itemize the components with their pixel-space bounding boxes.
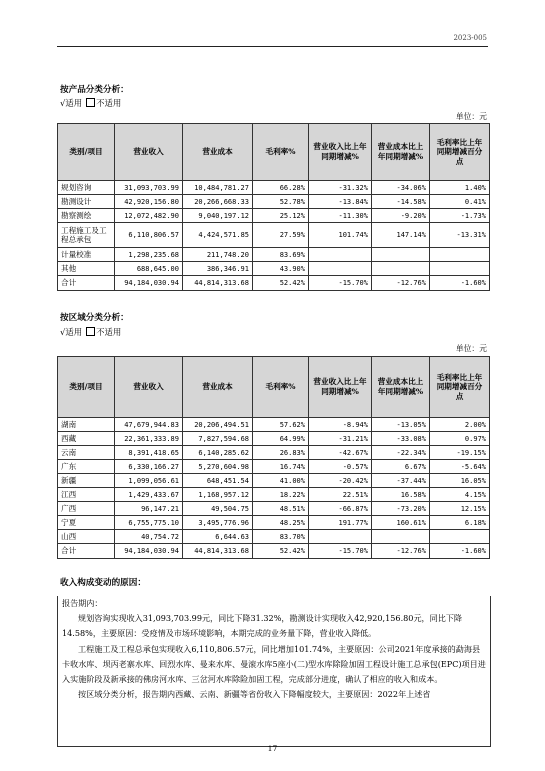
document-code: 2023-005 <box>453 34 487 42</box>
row-label-cell: 计量校准 <box>58 248 115 262</box>
table-row <box>58 530 490 544</box>
value-cell: 5,270,604.98 <box>183 460 253 474</box>
region-unit-label: 单位：元 <box>455 344 487 353</box>
value-cell: 8,391,418.65 <box>115 446 183 460</box>
row-label-cell: 勘测设计 <box>58 195 115 209</box>
value-cell: -13.84% <box>309 195 372 209</box>
value-cell: -13.31% <box>430 223 490 248</box>
table-row <box>58 460 490 474</box>
reasons-paragraph: 规划咨询实现收入31,093,703.99元，同比下降31.32%，勘测设计实现收入42,920,156.80元，同比下降14.58%，主要原因：受疫情及市场环境影响，本期完成的业务量下降，营业收入降低。 <box>62 613 463 639</box>
column-header: 毛利率% <box>253 357 309 418</box>
value-cell: -73.20% <box>372 502 430 516</box>
row-label-cell: 勘察测绘 <box>58 209 115 223</box>
row-label-cell: 规划咨询 <box>58 181 115 195</box>
reasons-text-box <box>57 596 491 747</box>
region-section-title: 按区域分类分析： <box>60 313 129 323</box>
value-cell: 96,147.21 <box>115 502 183 516</box>
row-label-cell: 合计 <box>58 276 115 291</box>
row-label-cell: 广东 <box>58 460 115 474</box>
table-row <box>58 276 490 291</box>
value-cell: -19.15% <box>430 446 490 460</box>
value-cell: 57.62% <box>253 418 309 432</box>
product-unit-label: 单位：元 <box>455 112 487 121</box>
table-row <box>58 209 490 223</box>
value-cell: 18.22% <box>253 488 309 502</box>
value-cell: -1.73% <box>430 209 490 223</box>
value-cell: -8.94% <box>309 418 372 432</box>
value-cell: 7,827,594.68 <box>183 432 253 446</box>
value-cell: 211,748.20 <box>183 248 253 262</box>
applicable-label: 适用 <box>65 98 83 108</box>
value-cell: -15.70% <box>309 544 372 559</box>
value-cell: 1.40% <box>430 181 490 195</box>
value-cell: 26.83% <box>253 446 309 460</box>
table-row <box>58 262 490 276</box>
table-row <box>58 195 490 209</box>
check-icon: √ <box>60 98 66 108</box>
value-cell: 16.74% <box>253 460 309 474</box>
row-label-cell: 新疆 <box>58 474 115 488</box>
page-number: 17 <box>267 744 278 753</box>
column-header: 营业成本比上年同期增减% <box>372 124 430 181</box>
value-cell: 10,484,781.27 <box>183 181 253 195</box>
region-applicability <box>60 326 121 338</box>
value-cell: 4,424,571.85 <box>183 223 253 248</box>
value-cell: -0.57% <box>309 460 372 474</box>
table-row <box>58 544 490 559</box>
value-cell: 6,755,775.10 <box>115 516 183 530</box>
table-header-row <box>58 357 490 418</box>
value-cell: 48.51% <box>253 502 309 516</box>
column-header: 毛利率比上年同期增减百分点 <box>430 357 490 418</box>
value-cell <box>372 530 430 544</box>
row-label-cell: 山西 <box>58 530 115 544</box>
row-label-cell: 广西 <box>58 502 115 516</box>
value-cell: -33.08% <box>372 432 430 446</box>
value-cell: 40,754.72 <box>115 530 183 544</box>
value-cell: 22.51% <box>309 488 372 502</box>
value-cell: 3,495,776.96 <box>183 516 253 530</box>
reasons-paragraph: 按区域分类分析，报告期内西藏、云南、新疆等省份收入下降幅度较大，主要原因：2022年上述省 <box>78 689 431 700</box>
value-cell: -22.34% <box>372 446 430 460</box>
table-row <box>58 223 490 248</box>
value-cell: 0.97% <box>430 432 490 446</box>
value-cell: 6,330,166.27 <box>115 460 183 474</box>
value-cell: 1,298,235.68 <box>115 248 183 262</box>
check-icon: √ <box>60 327 66 337</box>
value-cell: 9,040,197.12 <box>183 209 253 223</box>
value-cell: 12,072,482.90 <box>115 209 183 223</box>
table-row <box>58 181 490 195</box>
table-row <box>58 502 490 516</box>
value-cell: 66.28% <box>253 181 309 195</box>
value-cell: 160.61% <box>372 516 430 530</box>
value-cell: 43.90% <box>253 262 309 276</box>
value-cell: 12.15% <box>430 502 490 516</box>
value-cell: 147.14% <box>372 223 430 248</box>
product-analysis-table <box>57 123 490 291</box>
value-cell: -1.60% <box>430 276 490 291</box>
value-cell: 83.70% <box>253 530 309 544</box>
column-header: 营业收入 <box>115 124 183 181</box>
value-cell: 22,361,333.89 <box>115 432 183 446</box>
value-cell: -11.30% <box>309 209 372 223</box>
value-cell: 49,504.75 <box>183 502 253 516</box>
value-cell: -13.05% <box>372 418 430 432</box>
table-row <box>58 516 490 530</box>
table-header-row <box>58 124 490 181</box>
value-cell: 688,645.00 <box>115 262 183 276</box>
value-cell: 31,093,703.99 <box>115 181 183 195</box>
value-cell: 52.42% <box>253 544 309 559</box>
value-cell: 191.77% <box>309 516 372 530</box>
value-cell: 52.42% <box>253 276 309 291</box>
value-cell: 2.00% <box>430 418 490 432</box>
value-cell: -1.60% <box>430 544 490 559</box>
column-header: 营业成本 <box>183 357 253 418</box>
value-cell <box>430 248 490 262</box>
value-cell: 42,920,156.80 <box>115 195 183 209</box>
row-label-cell: 江西 <box>58 488 115 502</box>
value-cell: 386,346.91 <box>183 262 253 276</box>
value-cell: -31.32% <box>309 181 372 195</box>
table-row <box>58 248 490 262</box>
value-cell: 48.25% <box>253 516 309 530</box>
value-cell <box>372 262 430 276</box>
header-rule <box>57 46 488 47</box>
value-cell: 16.05% <box>430 474 490 488</box>
value-cell: 94,184,030.94 <box>115 544 183 559</box>
column-header: 类别/项目 <box>58 124 115 181</box>
value-cell: -34.06% <box>372 181 430 195</box>
value-cell: 6,140,285.62 <box>183 446 253 460</box>
value-cell: -9.20% <box>372 209 430 223</box>
table-row <box>58 488 490 502</box>
product-applicability <box>60 97 121 109</box>
value-cell: 1,429,433.67 <box>115 488 183 502</box>
value-cell: -5.64% <box>430 460 490 474</box>
value-cell: 44,814,313.68 <box>183 276 253 291</box>
product-section-title: 按产品分类分析： <box>60 85 129 95</box>
not-applicable-label: 不适用 <box>96 327 122 337</box>
value-cell: 94,184,030.94 <box>115 276 183 291</box>
table-row <box>58 418 490 432</box>
column-header: 营业收入比上年同期增减% <box>309 124 372 181</box>
value-cell: -12.76% <box>372 544 430 559</box>
value-cell: -12.76% <box>372 276 430 291</box>
region-analysis-table <box>57 356 490 559</box>
value-cell: 25.12% <box>253 209 309 223</box>
row-label-cell: 宁夏 <box>58 516 115 530</box>
reasons-paragraph: 报告期内： <box>62 598 103 608</box>
value-cell: 0.41% <box>430 195 490 209</box>
row-label-cell: 其他 <box>58 262 115 276</box>
value-cell: 44,814,313.68 <box>183 544 253 559</box>
column-header: 营业收入 <box>115 357 183 418</box>
value-cell: 6.67% <box>372 460 430 474</box>
column-header: 营业成本 <box>183 124 253 181</box>
value-cell <box>372 248 430 262</box>
reasons-section-title: 收入构成变动的原因： <box>60 578 146 588</box>
value-cell: 6,110,806.57 <box>115 223 183 248</box>
value-cell: 101.74% <box>309 223 372 248</box>
value-cell <box>430 262 490 276</box>
value-cell <box>309 248 372 262</box>
column-header: 毛利率比上年同期增减百分点 <box>430 124 490 181</box>
value-cell: 6.18% <box>430 516 490 530</box>
value-cell: -14.58% <box>372 195 430 209</box>
value-cell: 27.59% <box>253 223 309 248</box>
value-cell <box>430 530 490 544</box>
row-label-cell: 云南 <box>58 446 115 460</box>
not-applicable-label: 不适用 <box>96 98 122 108</box>
value-cell: 47,679,944.83 <box>115 418 183 432</box>
value-cell: -66.87% <box>309 502 372 516</box>
value-cell: 1,099,056.61 <box>115 474 183 488</box>
value-cell: -20.42% <box>309 474 372 488</box>
column-header: 毛利率% <box>253 124 309 181</box>
row-label-cell: 工程施工及工程总承包 <box>58 223 115 248</box>
value-cell: 20,206,494.51 <box>183 418 253 432</box>
value-cell: 648,451.54 <box>183 474 253 488</box>
value-cell: 1,168,957.12 <box>183 488 253 502</box>
table-row <box>58 432 490 446</box>
value-cell: 52.78% <box>253 195 309 209</box>
table-row <box>58 446 490 460</box>
applicable-label: 适用 <box>65 327 83 337</box>
reasons-paragraph: 工程施工及工程总承包实现收入6,110,806.57元，同比增加101.74%，主要原因：公司2021年度承接的勐海县卡收水库、坝丙老寨水库、回烈水库、曼来水库、曼滚水库5座小(二)型水库除险加固工程设计施工总承包(EPC)项目进入实施阶段及新承接的佛房河水库、三岔河水库除险加固工程，完成部分进度，确认了相应的收入和成本。 <box>62 643 486 685</box>
column-header: 营业收入比上年同期增减% <box>309 357 372 418</box>
value-cell <box>309 262 372 276</box>
column-header: 营业成本比上年同期增减% <box>372 357 430 418</box>
value-cell: 41.00% <box>253 474 309 488</box>
value-cell: -42.67% <box>309 446 372 460</box>
value-cell: 83.69% <box>253 248 309 262</box>
row-label-cell: 西藏 <box>58 432 115 446</box>
value-cell: 4.15% <box>430 488 490 502</box>
value-cell <box>309 530 372 544</box>
row-label-cell: 合计 <box>58 544 115 559</box>
value-cell: 64.99% <box>253 432 309 446</box>
unchecked-box-icon <box>86 327 95 336</box>
value-cell: -31.21% <box>309 432 372 446</box>
value-cell: -37.44% <box>372 474 430 488</box>
table-row <box>58 474 490 488</box>
value-cell: -15.70% <box>309 276 372 291</box>
column-header: 类别/项目 <box>58 357 115 418</box>
row-label-cell: 湖南 <box>58 418 115 432</box>
value-cell: 20,266,668.33 <box>183 195 253 209</box>
unchecked-box-icon <box>86 98 95 107</box>
value-cell: 6,644.63 <box>183 530 253 544</box>
value-cell: 16.58% <box>372 488 430 502</box>
